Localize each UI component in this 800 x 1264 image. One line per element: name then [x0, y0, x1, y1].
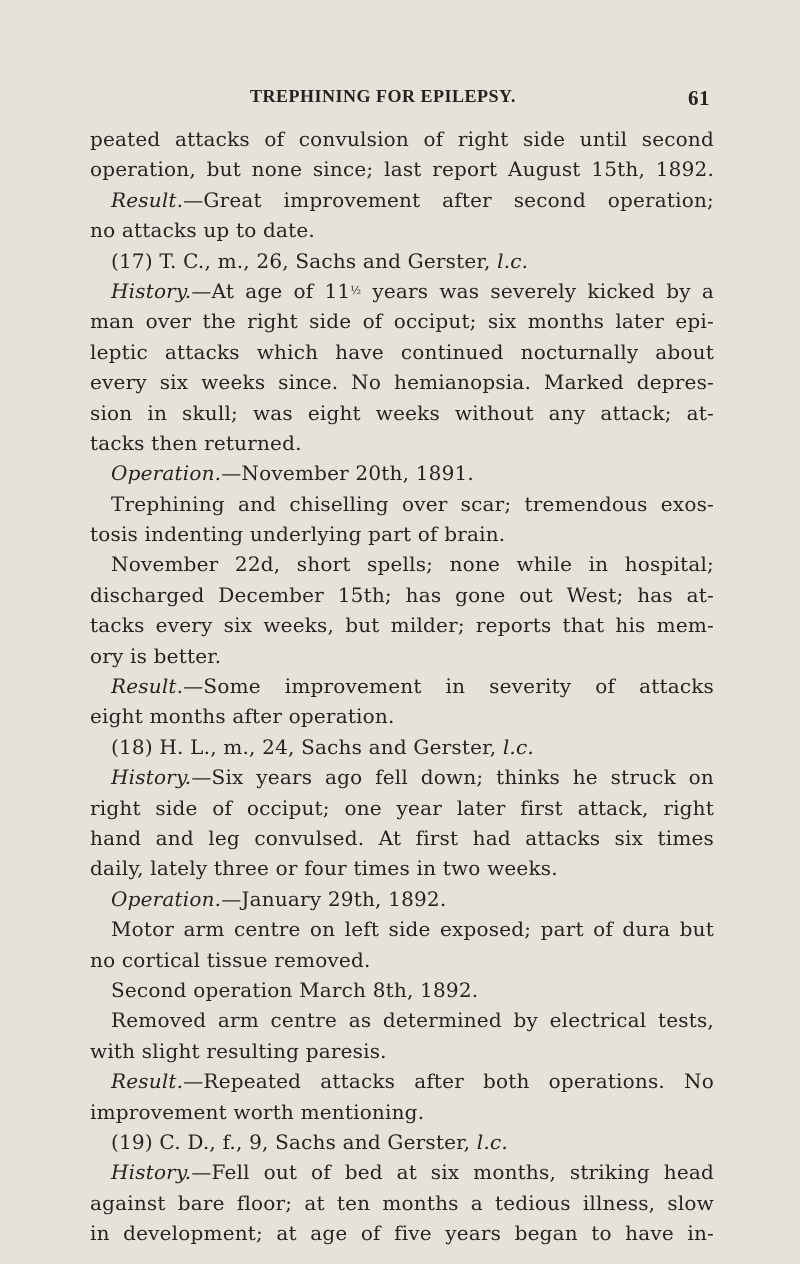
text-line [90, 306, 714, 336]
text-line [90, 823, 714, 853]
text-line [90, 793, 714, 823]
text-line [90, 1188, 714, 1218]
text-fragment: —Some improvement in severity of attacks [183, 674, 714, 699]
section-label: History. [111, 278, 192, 303]
text-fragment: daily, lately three or four times in two weeks. [90, 856, 558, 881]
text-fragment: Removed arm centre as determined by electrical tests, [111, 1008, 714, 1033]
text-line [90, 610, 714, 640]
text-fragment: —Great improvement after second operation; [183, 187, 714, 212]
text-fragment: Trephining and chiselling over scar; tremendous exos- [111, 491, 714, 516]
text-line [90, 489, 714, 519]
text-fragment: right side of occiput; one year later first attack, right [90, 795, 714, 820]
text-line [90, 185, 714, 215]
text-fragment: man over the right side of occiput; six months later epi- [90, 309, 714, 334]
text-line [90, 914, 714, 944]
text-line [90, 367, 714, 397]
text-fragment: —At age of 11 [191, 278, 351, 303]
text-line [90, 1005, 714, 1035]
text-fragment: in development; at age of five years began to have in- [90, 1221, 714, 1246]
text-fragment: hand and leg convulsed. At first had attacks six times [90, 825, 714, 850]
text-fragment: every six weeks since. No hemianopsia. Marked depres- [90, 370, 714, 395]
text-line [90, 154, 714, 184]
text-line [90, 945, 714, 975]
text-fragment: (19) C. D., f., 9, Sachs and Gerster, [111, 1129, 477, 1154]
text-line [90, 1218, 714, 1248]
text-line [90, 580, 714, 610]
text-fragment: operation, but none since; last report August 15th, 1892. [90, 157, 714, 182]
text-line [90, 549, 714, 579]
text-fragment: —Repeated attacks after both operations. No [183, 1069, 714, 1094]
text-fragment: years was severely kicked by a [361, 278, 714, 303]
text-fragment: —November 20th, 1891. [221, 461, 474, 486]
text-fragment: tosis indenting underlying part of brain. [90, 522, 506, 547]
section-label: Result. [111, 1069, 184, 1094]
text-line [90, 1157, 714, 1187]
section-label: History. [111, 765, 192, 790]
page-number: 61 [688, 86, 710, 110]
section-label: Result. [111, 674, 184, 699]
text-fragment: November 22d, short spells; none while in hospital; [111, 552, 714, 577]
section-label: Operation. [111, 461, 222, 486]
running-title: TREPHINING FOR EPILEPSY. [250, 86, 516, 106]
text-fragment: no attacks up to date. [90, 218, 315, 243]
text-fragment: eight months after operation. [90, 704, 395, 729]
text-line [90, 124, 714, 154]
text-fragment: (17) T. C., m., 26, Sachs and Gerster, [111, 248, 498, 273]
text-fragment: discharged December 15th; has gone out West; has at- [90, 582, 714, 607]
text-fragment: Second operation March 8th, 1892. [111, 977, 479, 1002]
text-fragment: ory is better. [90, 643, 222, 668]
text-fragment: ½ [350, 283, 362, 297]
text-fragment: sion in skull; was eight weeks without any attack; at- [90, 400, 714, 425]
text-line [90, 975, 714, 1005]
text-line [90, 276, 714, 306]
text-line [90, 641, 714, 671]
text-line [90, 884, 714, 914]
text-line [90, 853, 714, 883]
text-fragment: tacks then returned. [90, 430, 302, 455]
text-line [90, 458, 714, 488]
text-line [90, 337, 714, 367]
text-fragment: Motor arm centre on left side exposed; part of dura but [111, 917, 714, 942]
text-fragment: —Fell out of bed at six months, striking head [191, 1160, 714, 1185]
text-line [90, 1066, 714, 1096]
text-line [90, 246, 714, 276]
text-fragment: no cortical tissue removed. [90, 947, 371, 972]
text-fragment: peated attacks of convulsion of right side until second [90, 127, 714, 151]
text-line [90, 1097, 714, 1127]
page-body [90, 124, 714, 1248]
text-fragment: —Six years ago fell down; thinks he struck on [191, 765, 714, 790]
text-fragment: (18) H. L., m., 24, Sachs and Gerster, [111, 734, 503, 759]
text-line [90, 1036, 714, 1066]
text-line [90, 215, 714, 245]
text-line [90, 398, 714, 428]
text-fragment: against bare floor; at ten months a tedious illness, slow [90, 1190, 714, 1215]
section-label: Result. [111, 187, 184, 212]
text-fragment: tacks every six weeks, but milder; reports that his mem- [90, 613, 714, 638]
text-line [90, 1127, 714, 1157]
text-line [90, 428, 714, 458]
section-label: History. [111, 1160, 192, 1185]
section-label: Operation. [111, 886, 222, 911]
text-line [90, 701, 714, 731]
text-line [90, 732, 714, 762]
text-line [90, 671, 714, 701]
text-fragment: leptic attacks which have continued nocturnally about [90, 339, 714, 364]
text-fragment: improvement worth mentioning. [90, 1099, 425, 1124]
running-header [250, 86, 710, 112]
text-fragment: l.c. [497, 248, 529, 273]
text-line [90, 762, 714, 792]
text-line [90, 519, 714, 549]
text-fragment: l.c. [476, 1129, 508, 1154]
text-fragment: —January 29th, 1892. [221, 886, 447, 911]
text-fragment: with slight resulting paresis. [90, 1038, 387, 1063]
text-fragment: l.c. [502, 734, 534, 759]
